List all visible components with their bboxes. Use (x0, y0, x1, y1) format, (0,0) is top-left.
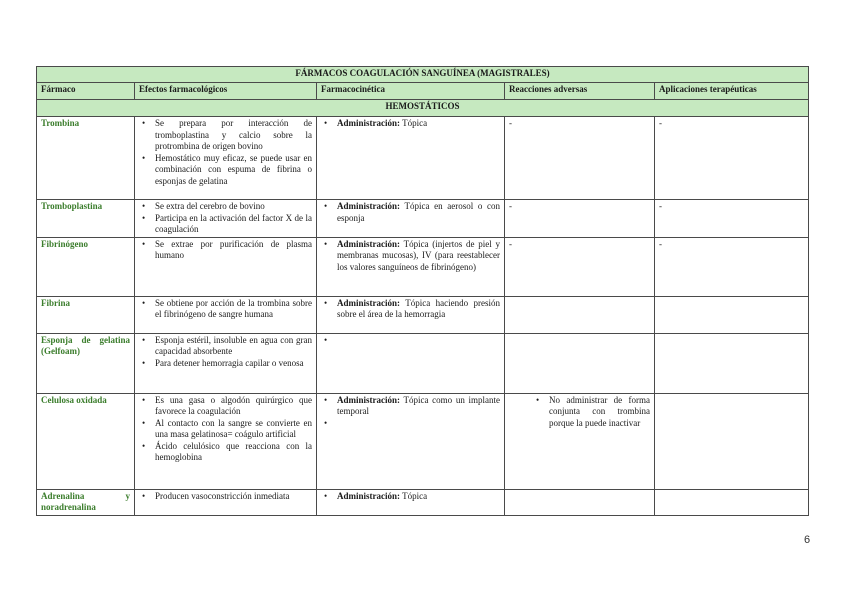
list-item: • Administración: Tópica (injertos de piel y membranas mucosas), IV (para reestablecer los valores sanguíneos de fibrinógeno) (337, 239, 500, 274)
drug-table (36, 66, 809, 516)
pk-cell (317, 393, 505, 489)
drug-name: Tromboplastina (37, 200, 135, 238)
table-title: FÁRMACOS COAGULACIÓN SANGUÍNEA (MAGISTRALES) (37, 67, 809, 83)
list-item: • Se obtiene por acción de la trombina sobre el fibrinógeno de sangre humana (155, 298, 312, 321)
table-title-row (37, 67, 809, 83)
pk-cell (317, 333, 505, 393)
drug-name: Adrenalina y noradrenalina (37, 489, 135, 515)
adverse-cell: - (505, 237, 655, 296)
list-item: • Es una gasa o algodón quirúrgico que favorece la coagulación (155, 395, 312, 418)
list-item: • No administrar de forma conjunta con trombina porque la puede inactivar (549, 395, 650, 430)
drug-name: Celulosa oxidada (37, 393, 135, 489)
adverse-cell (505, 393, 655, 489)
list-item: • Administración: Tópica (337, 118, 500, 130)
list-item: • Esponja estéril, insoluble en agua con gran capacidad absorbente (155, 335, 312, 358)
table-row (37, 296, 809, 333)
list-item: • Se extra del cerebro de bovino (155, 201, 312, 213)
list-item: • Al contacto con la sangre se convierte en una masa gelatinosa= coágulo artificial (155, 418, 312, 441)
adverse-cell (505, 333, 655, 393)
list-item: • Administración: Tópica (337, 491, 500, 503)
drug-name: Trombina (37, 117, 135, 200)
header-row (37, 83, 809, 100)
header-efectos: Efectos farmacológicos (135, 83, 317, 100)
list-item: • Administración: Tópica en aerosol o con esponja (337, 201, 500, 224)
effects-cell (135, 200, 317, 238)
section-row (37, 100, 809, 117)
adverse-cell: - (505, 117, 655, 200)
list-item: • Para detener hemorragia capilar o venosa (155, 358, 312, 370)
table-row (37, 237, 809, 296)
table-row (37, 333, 809, 393)
table-row (37, 200, 809, 238)
list-item: • Se extrae por purificación de plasma humano (155, 239, 312, 262)
table-row (37, 393, 809, 489)
apps-cell (655, 296, 809, 333)
pk-cell (317, 296, 505, 333)
header-farmaco: Fármaco (37, 83, 135, 100)
effects-cell (135, 117, 317, 200)
list-item: • Administración: Tópica como un implante temporal (337, 395, 500, 418)
header-reacciones: Reacciones adversas (505, 83, 655, 100)
list-item: • Administración: Tópica haciendo presión sobre el área de la hemorragia (337, 298, 500, 321)
list-item: • Producen vasoconstricción inmediata (155, 491, 312, 503)
apps-cell (655, 489, 809, 515)
list-item (337, 335, 500, 347)
apps-cell (655, 393, 809, 489)
list-item: • Ácido celulósico que reacciona con la hemoglobina (155, 441, 312, 464)
adverse-cell (505, 296, 655, 333)
section-title: HEMOSTÁTICOS (37, 100, 809, 117)
adverse-cell: - (505, 200, 655, 238)
pk-cell (317, 117, 505, 200)
page-number: 6 (804, 534, 811, 546)
apps-cell (655, 333, 809, 393)
drug-name: Fibrinógeno (37, 237, 135, 296)
table-row (37, 489, 809, 515)
header-aplicaciones: Aplicaciones terapéuticas (655, 83, 809, 100)
list-item: • Hemostático muy eficaz, se puede usar en combinación con espuma de fibrina o esponjas de gelatina (155, 153, 312, 188)
apps-cell: - (655, 200, 809, 238)
effects-cell (135, 393, 317, 489)
pk-cell (317, 200, 505, 238)
adverse-cell (505, 489, 655, 515)
apps-cell: - (655, 237, 809, 296)
pk-cell (317, 489, 505, 515)
drug-name: Fibrina (37, 296, 135, 333)
pk-cell (317, 237, 505, 296)
list-item: • Participa en la activación del factor X de la coagulación (155, 213, 312, 236)
header-farmacocinetica: Farmacocinética (317, 83, 505, 100)
effects-cell (135, 296, 317, 333)
drug-name: Esponja de gelatina (Gelfoam) (37, 333, 135, 393)
effects-cell (135, 333, 317, 393)
effects-cell (135, 489, 317, 515)
list-item (337, 418, 500, 430)
list-item: • Se prepara por interacción de tromboplastina y calcio sobre la protrombina de origen bovino (155, 118, 312, 153)
effects-cell (135, 237, 317, 296)
table-row (37, 117, 809, 200)
apps-cell: - (655, 117, 809, 200)
